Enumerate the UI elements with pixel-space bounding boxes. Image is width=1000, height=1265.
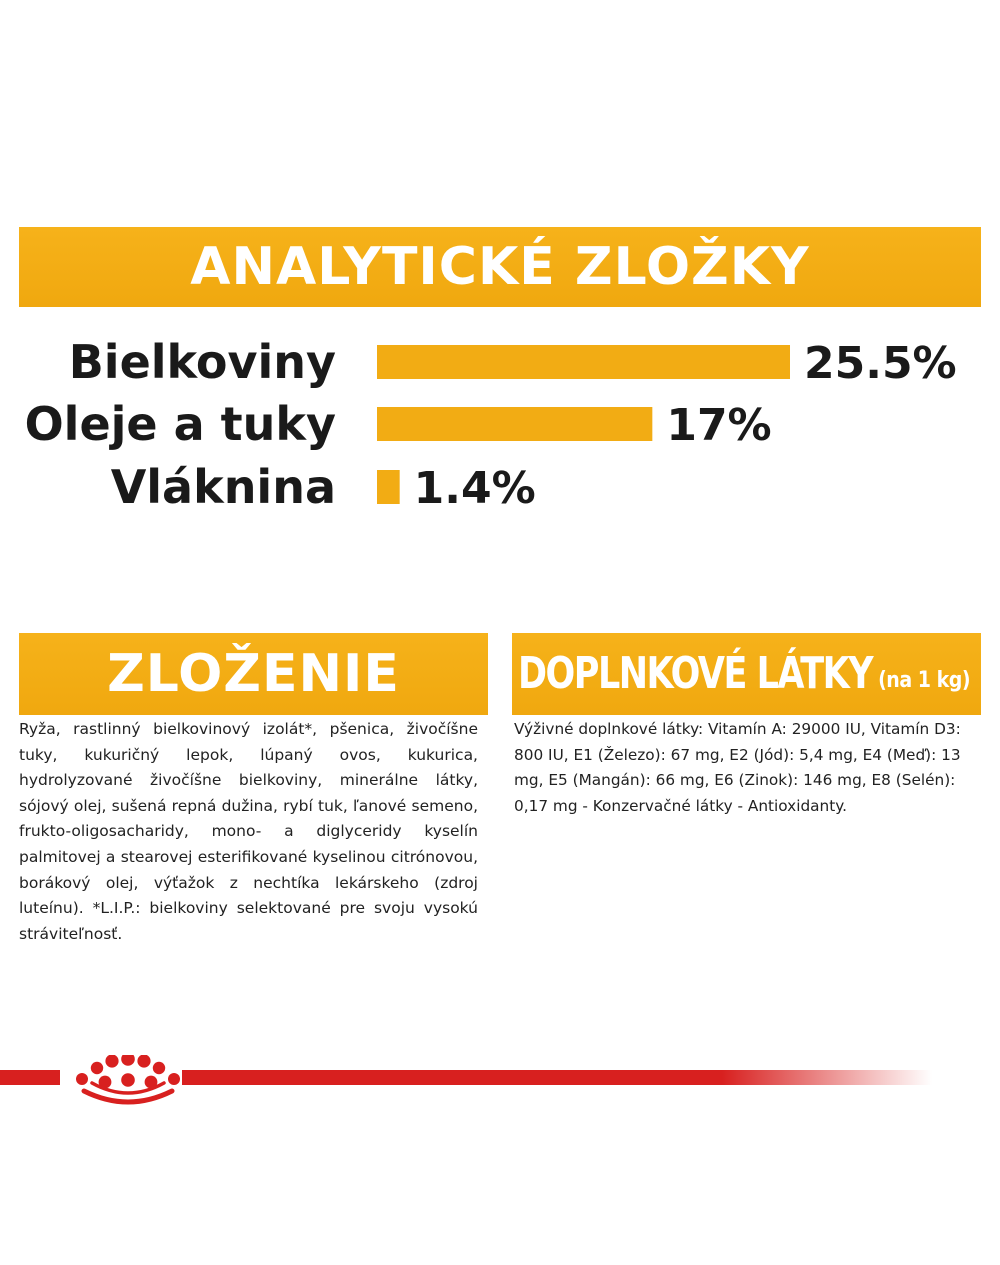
- composition-text: Ryža, rastlinný bielkovinový izolát*, pšenica, živočíšne tuky, kukuričný lepok, lúpaný ovos, kukurica, hydrolyzované živočíšne bielkoviny, minerálne látky, sójový olej, sušená repná dužina, rybí tuk, ľanové semeno, frukto-oligosacharidy, mono- a diglyceridy kyselín palmitovej a stearovej esterifikované kyselinou citrónovou, borákový olej, výťažok z nechtíka lekárskeho (zdroj luteínu). *L.I.P.: bielkoviny selektované pre svoju vysokú stráviteľnosť.: [19, 720, 478, 943]
- brand-line-left: [0, 1070, 60, 1085]
- bar-value-label: 17%: [666, 400, 772, 451]
- bar-value-label: 1.4%: [413, 463, 536, 514]
- brand-line: [0, 1055, 1000, 1115]
- bar-label: Vláknina: [110, 460, 336, 514]
- additives-text: Výživné doplnkové látky: Vitamín A: 29000 IU, Vitamín D3: 800 IU, E1 (Železo): 67 mg, E2 (Jód): 5,4 mg, E4 (Meď): 13 mg, E5 (Mangán): 66 mg, E6 (Zinok): 146 mg, E8 (Selén): 0,17 mg - Konzervačné látky - Antioxidanty.: [514, 720, 961, 815]
- analytic-header: [19, 227, 981, 307]
- bar: [377, 407, 652, 441]
- bar-label: Bielkoviny: [68, 335, 336, 389]
- additives-subtitle: (na 1 kg): [878, 667, 971, 693]
- bar: [377, 470, 400, 504]
- composition-title: ZLOŽENIE: [107, 644, 400, 704]
- bar: [377, 345, 790, 379]
- crown-icon: [76, 1055, 180, 1102]
- analytic-title: ANALYTICKÉ ZLOŽKY: [190, 237, 810, 297]
- bar-label: Oleje a tuky: [24, 397, 336, 451]
- composition-header: [19, 633, 488, 715]
- additives-header: [512, 633, 981, 715]
- bar-value-label: 25.5%: [804, 338, 957, 389]
- brand-line-right: [182, 1070, 932, 1085]
- nutrient-bar-chart: [0, 320, 1000, 520]
- additives-title: DOPLNKOVÉ LÁTKY: [518, 649, 873, 699]
